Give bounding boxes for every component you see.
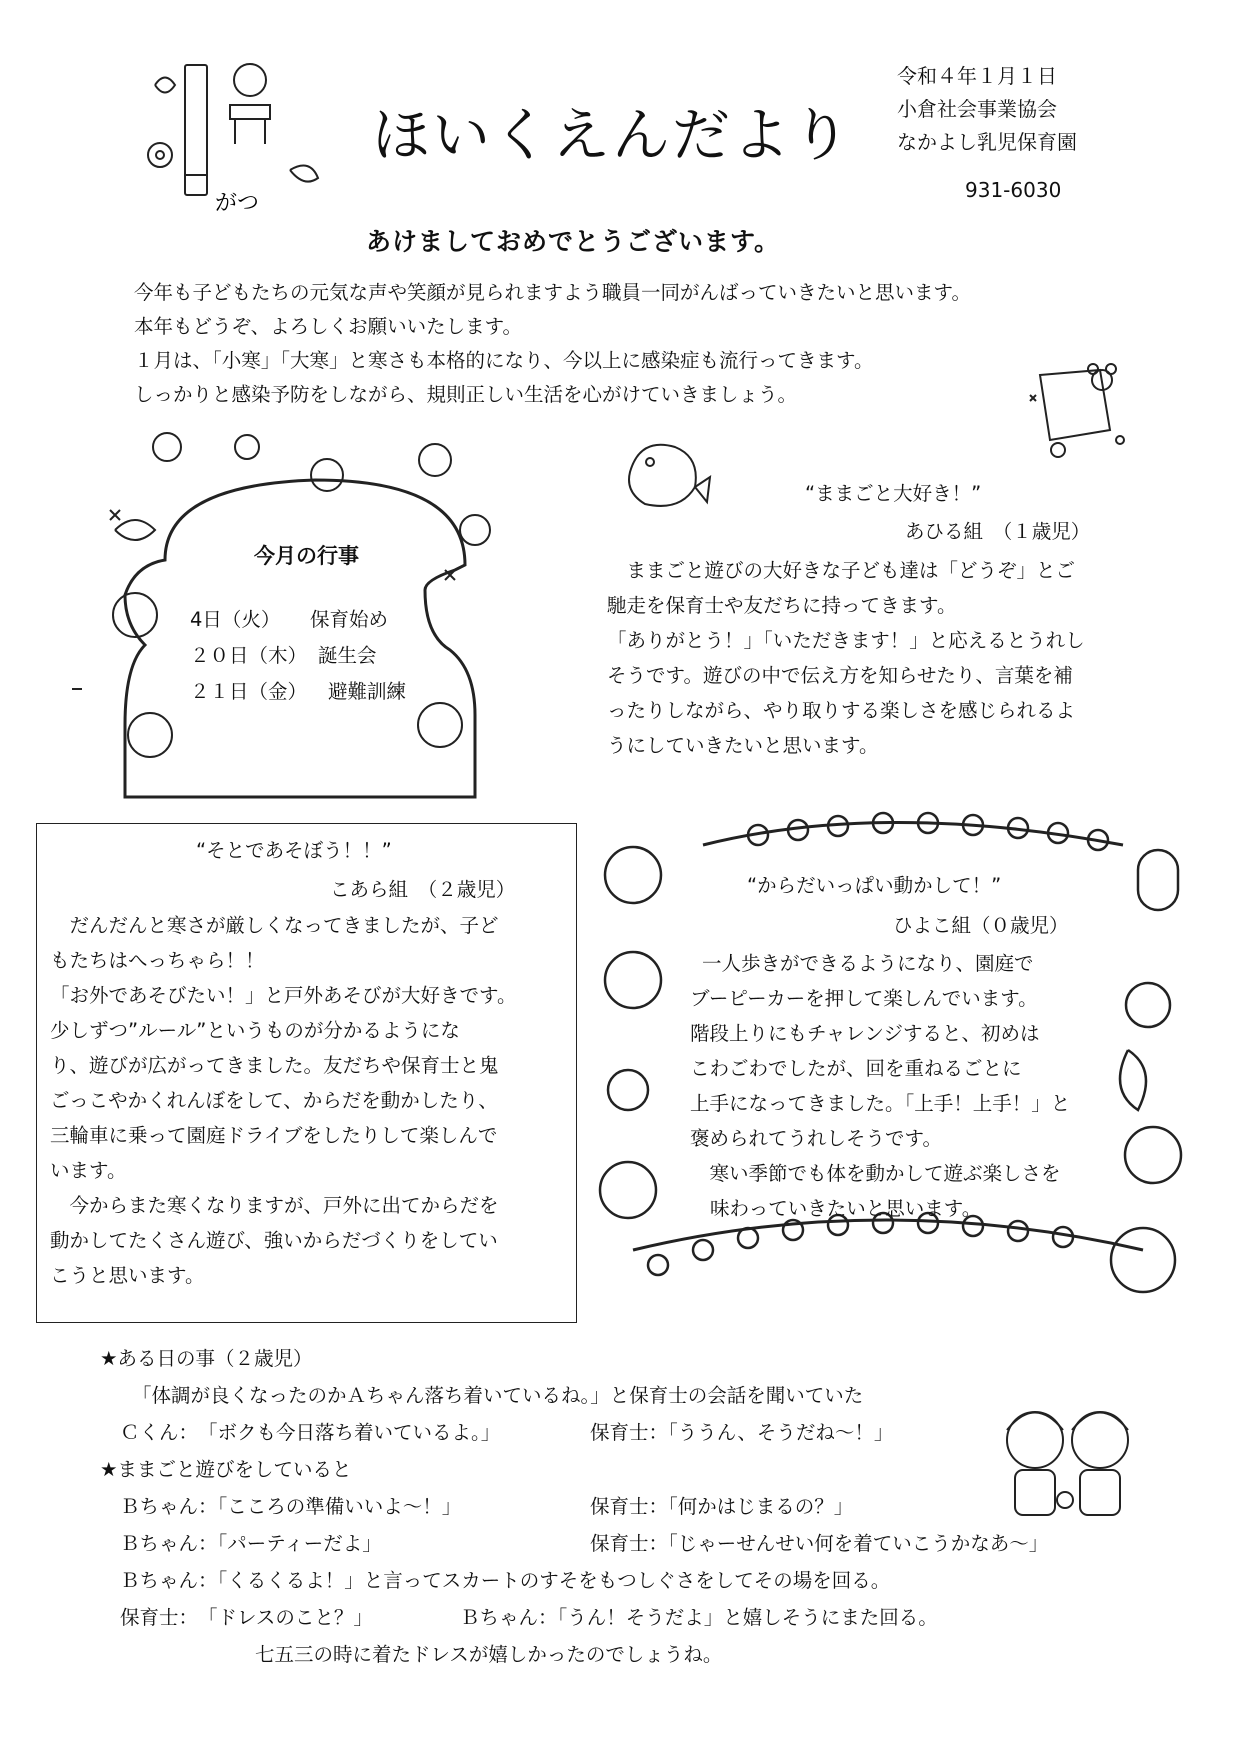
ahiru-line: 「ありがとう！」「いただきます！」と応えるとうれし xyxy=(607,629,1085,652)
ahiru-heading: “ままごと大好き！” xyxy=(805,482,982,505)
episodes-section xyxy=(100,1340,1048,1673)
koara-line: 「お外であそびたい！」と戸外あそびが大好きです。 xyxy=(50,984,517,1007)
divider-dash xyxy=(72,688,82,690)
ahiru-class-label: あひる組 （１歳児） xyxy=(905,520,1091,543)
koara-class-label: こあら組 （２歳児） xyxy=(330,878,516,901)
dialogue-teacher: 保育士：「じゃーせんせい何を着ていこうかなあ～」 xyxy=(590,1532,1049,1555)
dialogue-b-chan: Ｂちゃん：「うん！そうだよ」と嬉しそうにまた回る。 xyxy=(460,1606,938,1629)
koara-body xyxy=(50,908,516,1293)
nursery-name: なかよし乳児保育園 xyxy=(897,130,1077,154)
cloud-swirl-icon xyxy=(290,166,318,182)
koara-line: 今からまた寒くなりますが、戸外に出てからだを xyxy=(50,1194,499,1217)
dialogue-c-kun: Ｃくん： 「ボクも今日落ち着いているよ。」 xyxy=(120,1421,501,1444)
month-number: 1 xyxy=(189,135,190,136)
events-list xyxy=(190,602,406,710)
plum-flower-icon xyxy=(1126,983,1170,1027)
dialogue-b-chan: Ｂちゃん：「こころの準備いいよ～！」 xyxy=(120,1495,462,1518)
dialogue-teacher: 保育士：「ううん、そうだね～！」 xyxy=(590,1421,894,1444)
hiyoko-line: 一人歩きができるようになり、園庭で xyxy=(702,952,1034,975)
new-year-greeting: あけましておめでとうございます。 xyxy=(366,227,781,256)
ahiru-line: そうです。遊びの中で伝え方を知らせたり、言葉を補 xyxy=(607,664,1073,687)
event-name: 避難訓練 xyxy=(328,680,407,703)
plum-flower-icon xyxy=(608,1070,648,1110)
ahiru-line: ままごと遊びの大好きな子ども達は「どうぞ」とご xyxy=(607,559,1076,582)
koara-line: 三輪車に乗って園庭ドライブをしたりして楽しんで xyxy=(50,1124,498,1147)
episode-line xyxy=(100,1599,1048,1636)
hiyoko-heading: “からだいっぱい動かして！” xyxy=(747,874,1002,897)
koara-line: 動かしてたくさん遊び、強いからだづくりをしてい xyxy=(50,1229,498,1252)
ahiru-line: ったりしながら、やり取りする楽しさを感じられるよ xyxy=(607,699,1076,722)
koara-line: だんだんと寒さが厳しくなってきましたが、子ど xyxy=(50,914,499,937)
month-badge-illustration xyxy=(135,55,335,220)
koara-line: り、遊びが広がってきました。友だちや保育士と鬼 xyxy=(50,1054,499,1077)
event-item xyxy=(190,638,406,674)
month-label: がつ xyxy=(215,191,260,216)
episode-line: 「体調が良くなったのかＡちゃん落ち着いているね。」と保育士の会話を聞いていた xyxy=(132,1384,864,1407)
baby-face-icon xyxy=(418,703,462,747)
events-title: 今月の行事 xyxy=(254,544,359,568)
dialogue-teacher: 保育士： 「ドレスのこと？」 xyxy=(120,1606,373,1629)
koara-line: こうと思います。 xyxy=(50,1264,205,1287)
event-item xyxy=(190,674,406,710)
koara-line: ごっこやかくれんぼをして、からだを動かしたり、 xyxy=(50,1089,498,1112)
bell-icon xyxy=(600,1162,656,1218)
intro-line: 本年もどうぞ、よろしくお願いいたします。 xyxy=(134,315,523,338)
koara-line: います。 xyxy=(50,1159,127,1182)
kendama-ball-icon xyxy=(234,64,266,96)
event-date: ２０日（木） xyxy=(190,644,308,667)
sea-bream-illustration xyxy=(620,432,720,517)
omikuji-icon xyxy=(1138,850,1178,910)
baby-face-icon xyxy=(128,713,172,757)
episode-line xyxy=(100,1525,1048,1562)
intro-line: １月は、「小寒」「大寒」と寒さも本格的になり、今以上に感染症も流行ってきます。 xyxy=(134,349,874,372)
hiyoko-class-label: ひよこ組（０歳児） xyxy=(893,914,1069,937)
issue-date: 令和４年１月１日 xyxy=(897,64,1057,88)
daruma-icon xyxy=(605,952,661,1008)
dialogue-teacher: 保育士：「何かはじまるの？」 xyxy=(590,1495,854,1518)
hiyoko-body xyxy=(690,946,1070,1226)
intro-paragraph xyxy=(134,276,971,412)
organization-name: 小倉社会事業協会 xyxy=(897,97,1057,121)
event-item xyxy=(190,602,406,638)
event-date: ２１日（金） xyxy=(190,680,308,703)
newsletter-title: ほいくえんだより xyxy=(372,101,853,169)
hiyoko-line: 階段上りにもチャレンジすると、初めは xyxy=(690,1022,1040,1045)
hiyoko-line: 味わっていきたいと思います。 xyxy=(710,1197,982,1220)
episode-title: ★ある日の事（２歳児） xyxy=(100,1347,313,1370)
episode-title: ★ままごと遊びをしていると xyxy=(100,1458,352,1481)
hiyoko-line: 上手になってきました。「上手！上手！」と xyxy=(690,1092,1071,1115)
episode-conclusion: 七五三の時に着たドレスが嬉しかったのでしょうね。 xyxy=(255,1643,723,1666)
episode-line xyxy=(100,1414,1048,1451)
hiyoko-line: 寒い季節でも体を動かして遊ぶ楽しさを xyxy=(690,1162,1061,1185)
koara-heading: “そとであそぼう！！” xyxy=(196,839,392,862)
flower-petal-icon xyxy=(155,78,175,93)
mouse-face-icon xyxy=(605,847,661,903)
intro-line: 今年も子どもたちの元気な声や笑顔が見られますよう職員一同がんばっていきたいと思います。 xyxy=(134,281,971,304)
drum-icon xyxy=(1111,1228,1175,1292)
mikan-icon xyxy=(311,459,343,491)
koara-line: 少しずつ”ルール”というものが分かるようにな xyxy=(50,1019,460,1042)
plum-flower-icon xyxy=(153,433,181,461)
bamboo-leaf-icon xyxy=(1120,1050,1146,1110)
pine-icon xyxy=(115,520,155,540)
episode-line xyxy=(100,1488,1048,1525)
hiyoko-line: 褒められてうれしそうです。 xyxy=(690,1127,942,1150)
dialogue-b-chan: Ｂちゃん：「パーティーだよ」 xyxy=(120,1532,382,1555)
event-name: 誕生会 xyxy=(318,644,377,667)
phone-number: 931-6030 xyxy=(965,178,1062,202)
hiyoko-line: ブーピーカーを押して楽しんでいます。 xyxy=(690,987,1038,1010)
intro-line: しっかりと感染予防をしながら、規則正しい生活を心がけていきましょう。 xyxy=(134,383,798,406)
ahiru-body xyxy=(607,553,1085,763)
header-info xyxy=(897,60,1077,159)
hiyoko-line: こわごわでしたが、回を重ねるごとに xyxy=(690,1057,1022,1080)
kite-mouse-illustration xyxy=(1010,355,1130,465)
episode-line: Ｂちゃん：「くるくるよ！」と言ってスカートのすそをもつしぐさをしてその場を回る。 xyxy=(120,1569,891,1592)
koara-line: もたちはへっちゃら！！ xyxy=(50,949,265,972)
mouse-face-icon xyxy=(1125,1127,1181,1183)
ahiru-line: 馳走を保育士や友だちに持ってきます。 xyxy=(607,594,957,617)
event-name: 保育始め xyxy=(310,608,389,631)
ahiru-line: うにしていきたいと思います。 xyxy=(607,734,879,757)
event-date: 4日（火） xyxy=(190,608,281,631)
